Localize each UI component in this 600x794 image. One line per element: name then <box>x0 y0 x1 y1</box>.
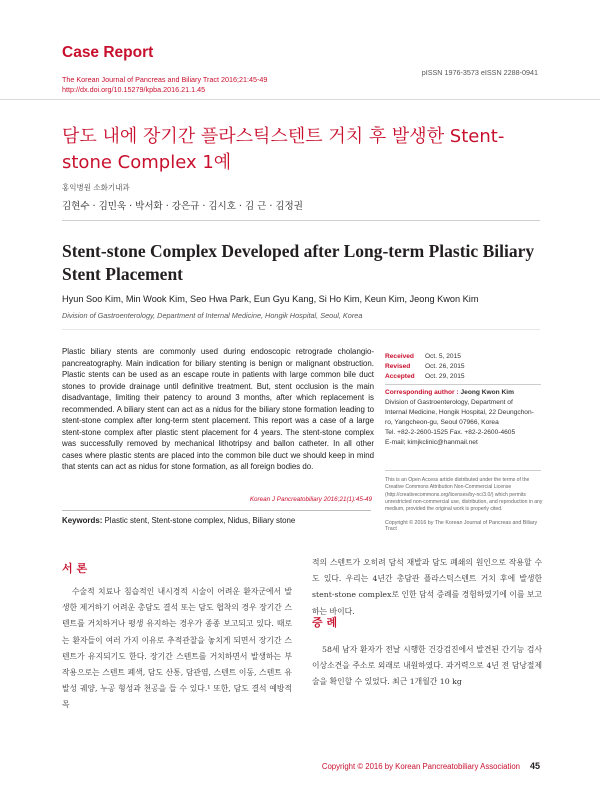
date-accepted <box>385 372 545 382</box>
corr-email[interactable]: E-mail; kimjkclinic@hanmail.net <box>385 439 478 446</box>
section-label: Case Report <box>62 44 154 61</box>
journal-citation-line: The Korean Journal of Pancreas and Biliary Tract 2016;21:45-49 <box>62 75 268 84</box>
doi-link[interactable]: http://dx.doi.org/10.15279/kpba.2016.21.1.45 <box>62 85 206 94</box>
english-authors: Hyun Soo Kim, Min Wook Kim, Seo Hwa Park, Eun Gyu Kang, Si Ho Kim, Keun Kim, Jeong Kwon Kim <box>62 294 479 304</box>
keywords-label: Keywords: <box>62 516 103 525</box>
corr-address-line: ro, Yangcheon-gu, Seoul 07966, Korea <box>385 419 499 426</box>
date-label: Accepted <box>385 373 415 381</box>
english-affiliation: Division of Gastroenterology, Department of Internal Medicine, Hongik Hospital, Seoul, Korea <box>62 311 363 320</box>
sidebar-divider <box>385 470 541 471</box>
abstract-citation: Korean J Pancreatobiliary 2016;21(1):45-49 <box>249 496 372 503</box>
date-value: Oct. 5, 2015 <box>425 353 461 360</box>
korean-authors: 김현수 · 김민욱 · 박서화 · 강은규 · 김시호 · 김 근 · 김정권 <box>62 201 303 212</box>
header-divider <box>0 99 600 100</box>
korean-title: 담도 내에 장기간 플라스틱스텐트 거치 후 발생한 Stent-stone Complex 1예 <box>62 126 505 173</box>
keywords <box>62 516 295 525</box>
footer-copyright: Copyright © 2016 by Korean Pancreatobiliary Association <box>321 762 520 771</box>
date-value: Oct. 26, 2015 <box>425 363 465 371</box>
date-value: Oct. 29, 2015 <box>425 373 465 381</box>
journal-copyright: Copyright © 2016 by The Korean Journal of Pancreas and Biliary Tract <box>385 520 538 532</box>
issn: pISSN 1976-3573 eISSN 2288-0941 <box>421 68 538 77</box>
corresponding-author <box>385 388 545 448</box>
english-title: Stent-stone Complex Developed after Long-term Plastic Biliary Stent Placement <box>62 241 535 284</box>
corr-contact-line: Tel. +82-2-2600-1525 Fax. +82-2-2600-4605 <box>385 429 516 436</box>
sidebar-divider <box>385 384 541 385</box>
case-heading: 증 례 <box>312 616 338 629</box>
korean-affiliation: 홍익병원 소화기내과 <box>62 183 130 192</box>
page-number: 45 <box>529 761 540 771</box>
intro-paragraph-continued: 적의 스텐트가 오히려 담석 재발과 담도 폐쇄의 원인으로 작용할 수도 있다. 우리는 4년간 총담관 플라스틱스텐트 거치 후에 발생한 stent-stone complex로 인한 담석 증례를 경험하였기에 이를 보고하는 바이다. <box>312 558 542 616</box>
date-label: Revised <box>385 363 411 371</box>
date-received <box>385 352 545 362</box>
corr-label: Corresponding author : <box>385 389 459 396</box>
intro-paragraph: 수술적 치료나 침습적인 내시경적 시술이 어려운 환자군에서 발생한 제거하기 어려운 총담도 결석 또는 담도 협착의 경우 장기간 스텐트를 거치하거나 평생 유지하는 경우가 종종 보고되고 있다. 때로는 환자들이 여러 가지 이유로 추적관찰을 놓치게 되면서 장기간 스텐트가 유지되기도 한다. 장기간 스텐트를 거치하면서 발생하는 부작용으로는 스텐트 폐색, 담도 산통, 담관염, 스텐트 이동, 스텐트 유발성 궤양, 누공 형성과 천공을 들 수 있다.¹ 또한, 담도 결석 예방적 목 <box>62 587 292 710</box>
corr-address-line: Internal Medicine, Hongik Hospital, 22 Deungchon- <box>385 409 534 416</box>
date-label: Received <box>385 353 414 360</box>
corr-name: Jeong Kwon Kim <box>460 389 514 396</box>
corr-heading <box>385 388 545 398</box>
keywords-list: Plastic stent, Stent-stone complex, Nidus, Biliary stone <box>104 516 296 525</box>
abstract-text: Plastic biliary stents are commonly used during endoscopic retrograde cholangio-pancreatography. Main indication for biliary stenting is benign or malignant obstruction. Plastic stents can be used as an escape route in patients with large common bile duct stones to provide drainage until definitive treatment. But, stent occlusion is the main disadvantage, limiting their patency to around 3 months, after which replacement is recommended. A biliary stent can act as a nidus for the biliary stone formation leading to stent-stone complex after long-term stent placement. This report was a case of a large stent-stone complex after plastic stent placement for 4 years. The stent-stone complex was successfully removed by mechanical lithotripsy and ballon catheter. In all other cases where plastic stents are placed into the common bile duct we should keep in mind that stents can act as nidus for stone formation, as all foreign bodies do. <box>62 347 374 472</box>
article-dates <box>385 352 545 383</box>
date-revised <box>385 362 545 372</box>
case-paragraph: 58세 남자 환자가 전날 시행한 건강검진에서 발견된 간기능 검사 이상소견을 주소로 외래로 내원하였다. 과거력으로 4년 전 담낭절제술을 확인할 수 있었다. 최근 1개월간 10 kg <box>312 645 542 687</box>
authors-divider <box>62 329 540 330</box>
corr-address-line: Division of Gastroenterology, Department of <box>385 399 513 406</box>
open-access-notice: This is an Open Access article distributed under the terms of the Creative Commons Attribution Non-Commercial License (http://creativecommons.org/licenses/by-nc/3.0/) which permits unrestricted non-commercial use, distribution, and reproduction in any medium, provided the original work is properly cited. <box>385 477 543 513</box>
title-divider <box>62 220 540 221</box>
intro-heading: 서 론 <box>62 562 88 575</box>
